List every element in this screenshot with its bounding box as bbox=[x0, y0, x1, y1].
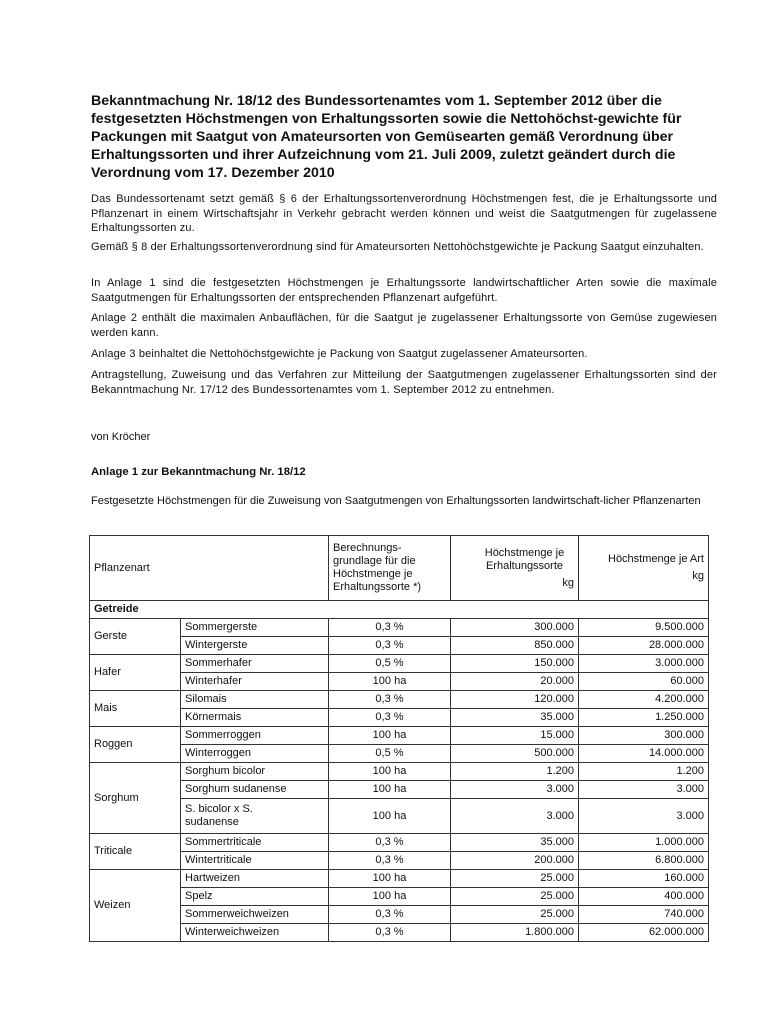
je-art-cell: 300.000 bbox=[579, 727, 709, 745]
basis-cell: 100 ha bbox=[329, 763, 451, 781]
header-je-art-unit: kg bbox=[692, 570, 704, 582]
je-art-cell: 1.000.000 bbox=[579, 834, 709, 852]
sorte-cell: Spelz bbox=[181, 888, 329, 906]
table-row bbox=[90, 709, 709, 727]
basis-cell: 0,3 % bbox=[329, 906, 451, 924]
je-art-cell: 1.200 bbox=[579, 763, 709, 781]
section-row bbox=[90, 601, 709, 619]
je-art-cell: 28.000.000 bbox=[579, 637, 709, 655]
je-sorte-cell: 1.200 bbox=[451, 763, 579, 781]
table-row bbox=[90, 619, 709, 637]
basis-cell: 100 ha bbox=[329, 673, 451, 691]
je-sorte-cell: 300.000 bbox=[451, 619, 579, 637]
basis-cell: 100 ha bbox=[329, 781, 451, 799]
basis-cell: 0,3 % bbox=[329, 619, 451, 637]
pflanzenart-cell: Weizen bbox=[90, 870, 181, 942]
sorte-cell: Sommergerste bbox=[181, 619, 329, 637]
section-getreide: Getreide bbox=[90, 601, 709, 619]
je-sorte-cell: 500.000 bbox=[451, 745, 579, 763]
basis-cell: 0,5 % bbox=[329, 745, 451, 763]
document-title: Bekanntmachung Nr. 18/12 des Bundessortenamtes vom 1. September 2012 über die festgesetzten Höchstmengen von Erhaltungssorten sowie die Nettohöchst-gewichte für Packungen mit Saatgut von Amateursorten von Gemüsearten gemäß Verordnung über Erhaltungssorten und ihrer Aufzeichnung vom 21. Juli 2009, zuletzt geändert durch die Verordnung vom 17. Dezember 2010 bbox=[91, 93, 682, 181]
basis-cell: 0,3 % bbox=[329, 924, 451, 942]
paragraph: In Anlage 1 sind die festgesetzten Höchstmengen je Erhaltungssorte landwirtschaftlicher Arten sowie die maximale Saatgutmengen für Erhaltungssorten der entsprechenden Pflanzenart aufgeführt. bbox=[91, 277, 717, 304]
table-row bbox=[90, 673, 709, 691]
je-art-cell: 400.000 bbox=[579, 888, 709, 906]
basis-cell: 0,3 % bbox=[329, 691, 451, 709]
anlage-title: Anlage 1 zur Bekanntmachung Nr. 18/12 bbox=[91, 466, 306, 478]
header-pflanzenart: Pflanzenart bbox=[90, 536, 329, 601]
je-art-cell: 4.200.000 bbox=[579, 691, 709, 709]
table-row bbox=[90, 655, 709, 673]
je-sorte-cell: 20.000 bbox=[451, 673, 579, 691]
pflanzenart-cell: Mais bbox=[90, 691, 181, 727]
je-art-cell: 160.000 bbox=[579, 870, 709, 888]
je-art-cell: 1.250.000 bbox=[579, 709, 709, 727]
sorte-cell: Winterroggen bbox=[181, 745, 329, 763]
je-sorte-cell: 15.000 bbox=[451, 727, 579, 745]
pflanzenart-cell: Hafer bbox=[90, 655, 181, 691]
signature: von Kröcher bbox=[91, 431, 151, 443]
table-row bbox=[90, 727, 709, 745]
pflanzenart-cell: Triticale bbox=[90, 834, 181, 870]
header-je-art-label: Höchstmenge je Art bbox=[608, 553, 704, 565]
sorte-cell: Sommerweichweizen bbox=[181, 906, 329, 924]
paragraph: Antragstellung, Zuweisung und das Verfahren zur Mitteilung der Saatgutmengen zugelassener Erhaltungssorten sind der Bekanntmachung Nr. 17/12 des Bundessortenamtes vom 1. September 2012 zu entnehmen. bbox=[91, 369, 717, 396]
table-row bbox=[90, 799, 709, 834]
je-sorte-cell: 35.000 bbox=[451, 709, 579, 727]
je-art-cell: 9.500.000 bbox=[579, 619, 709, 637]
table-row bbox=[90, 870, 709, 888]
basis-cell: 0,5 % bbox=[329, 655, 451, 673]
pflanzenart-cell: Sorghum bbox=[90, 763, 181, 834]
sorte-cell: S. bicolor x S. sudanense bbox=[181, 799, 329, 834]
sorte-cell: Sorghum sudanense bbox=[181, 781, 329, 799]
pflanzenart-cell: Roggen bbox=[90, 727, 181, 763]
sorte-cell: Winterweichweizen bbox=[181, 924, 329, 942]
je-sorte-cell: 1.800.000 bbox=[451, 924, 579, 942]
header-je-art bbox=[579, 536, 709, 601]
je-sorte-cell: 850.000 bbox=[451, 637, 579, 655]
sorte-cell: Sommertriticale bbox=[181, 834, 329, 852]
header-je-sorte bbox=[451, 536, 579, 601]
table-row bbox=[90, 763, 709, 781]
table-row bbox=[90, 691, 709, 709]
table-row bbox=[90, 781, 709, 799]
table-row bbox=[90, 852, 709, 870]
je-art-cell: 6.800.000 bbox=[579, 852, 709, 870]
sorte-cell: Körnermais bbox=[181, 709, 329, 727]
table-row bbox=[90, 906, 709, 924]
je-sorte-cell: 25.000 bbox=[451, 888, 579, 906]
sorte-cell: Wintertriticale bbox=[181, 852, 329, 870]
header-basis: Berechnungs-grundlage für die Höchstmenge je Erhaltungssorte *) bbox=[329, 536, 451, 601]
table-row bbox=[90, 745, 709, 763]
basis-cell: 0,3 % bbox=[329, 852, 451, 870]
je-art-cell: 62.000.000 bbox=[579, 924, 709, 942]
je-art-cell: 3.000.000 bbox=[579, 655, 709, 673]
paragraph: Anlage 2 enthält die maximalen Anbauflächen, für die Saatgut je zugelassener Erhaltungssorte von Gemüse zugewiesen werden kann. bbox=[91, 312, 717, 339]
basis-cell: 100 ha bbox=[329, 799, 451, 834]
sorte-cell: Sorghum bicolor bbox=[181, 763, 329, 781]
header-je-sorte-label: Höchstmenge je Erhaltungssorte bbox=[484, 546, 565, 572]
sorte-cell: Hartweizen bbox=[181, 870, 329, 888]
basis-cell: 100 ha bbox=[329, 870, 451, 888]
je-sorte-cell: 25.000 bbox=[451, 906, 579, 924]
table-row bbox=[90, 924, 709, 942]
sorte-cell: Sommerhafer bbox=[181, 655, 329, 673]
je-art-cell: 3.000 bbox=[579, 781, 709, 799]
sorte-cell: Wintergerste bbox=[181, 637, 329, 655]
table-header-row bbox=[90, 536, 709, 601]
basis-cell: 100 ha bbox=[329, 888, 451, 906]
je-sorte-cell: 150.000 bbox=[451, 655, 579, 673]
sorte-cell: Winterhafer bbox=[181, 673, 329, 691]
table-row bbox=[90, 637, 709, 655]
je-sorte-cell: 120.000 bbox=[451, 691, 579, 709]
table-row bbox=[90, 834, 709, 852]
sorte-cell: Sommerroggen bbox=[181, 727, 329, 745]
paragraph: Gemäß § 8 der Erhaltungssortenverordnung sind für Amateursorten Nettohöchstgewichte je Packung Saatgut einzuhalten. bbox=[91, 241, 704, 253]
table-row bbox=[90, 888, 709, 906]
paragraph: Das Bundessortenamt setzt gemäß § 6 der Erhaltungssortenverordnung Höchstmengen fest, die je Erhaltungssorte und Pflanzenart in einem Wirtschaftsjahr in Verkehr gebracht werden können und weist die Saatgutmengen für zugelassene Erhaltungssorten zu. bbox=[91, 193, 717, 234]
je-sorte-cell: 200.000 bbox=[451, 852, 579, 870]
je-sorte-cell: 35.000 bbox=[451, 834, 579, 852]
header-je-sorte-unit: kg bbox=[562, 576, 574, 589]
pflanzenart-cell: Gerste bbox=[90, 619, 181, 655]
hoechstmengen-table bbox=[89, 535, 709, 942]
je-sorte-cell: 3.000 bbox=[451, 799, 579, 834]
anlage-subtitle: Festgesetzte Höchstmengen für die Zuweisung von Saatgutmengen von Erhaltungssorten landwirtschaft-licher Pflanzenarten bbox=[91, 495, 701, 507]
je-art-cell: 740.000 bbox=[579, 906, 709, 924]
basis-cell: 0,3 % bbox=[329, 709, 451, 727]
sorte-cell: Silomais bbox=[181, 691, 329, 709]
basis-cell: 0,3 % bbox=[329, 637, 451, 655]
je-art-cell: 3.000 bbox=[579, 799, 709, 834]
je-sorte-cell: 3.000 bbox=[451, 781, 579, 799]
je-art-cell: 60.000 bbox=[579, 673, 709, 691]
je-art-cell: 14.000.000 bbox=[579, 745, 709, 763]
basis-cell: 100 ha bbox=[329, 727, 451, 745]
basis-cell: 0,3 % bbox=[329, 834, 451, 852]
je-sorte-cell: 25.000 bbox=[451, 870, 579, 888]
paragraph: Anlage 3 beinhaltet die Nettohöchstgewichte je Packung von Saatgut zugelassener Amateursorten. bbox=[91, 348, 588, 360]
